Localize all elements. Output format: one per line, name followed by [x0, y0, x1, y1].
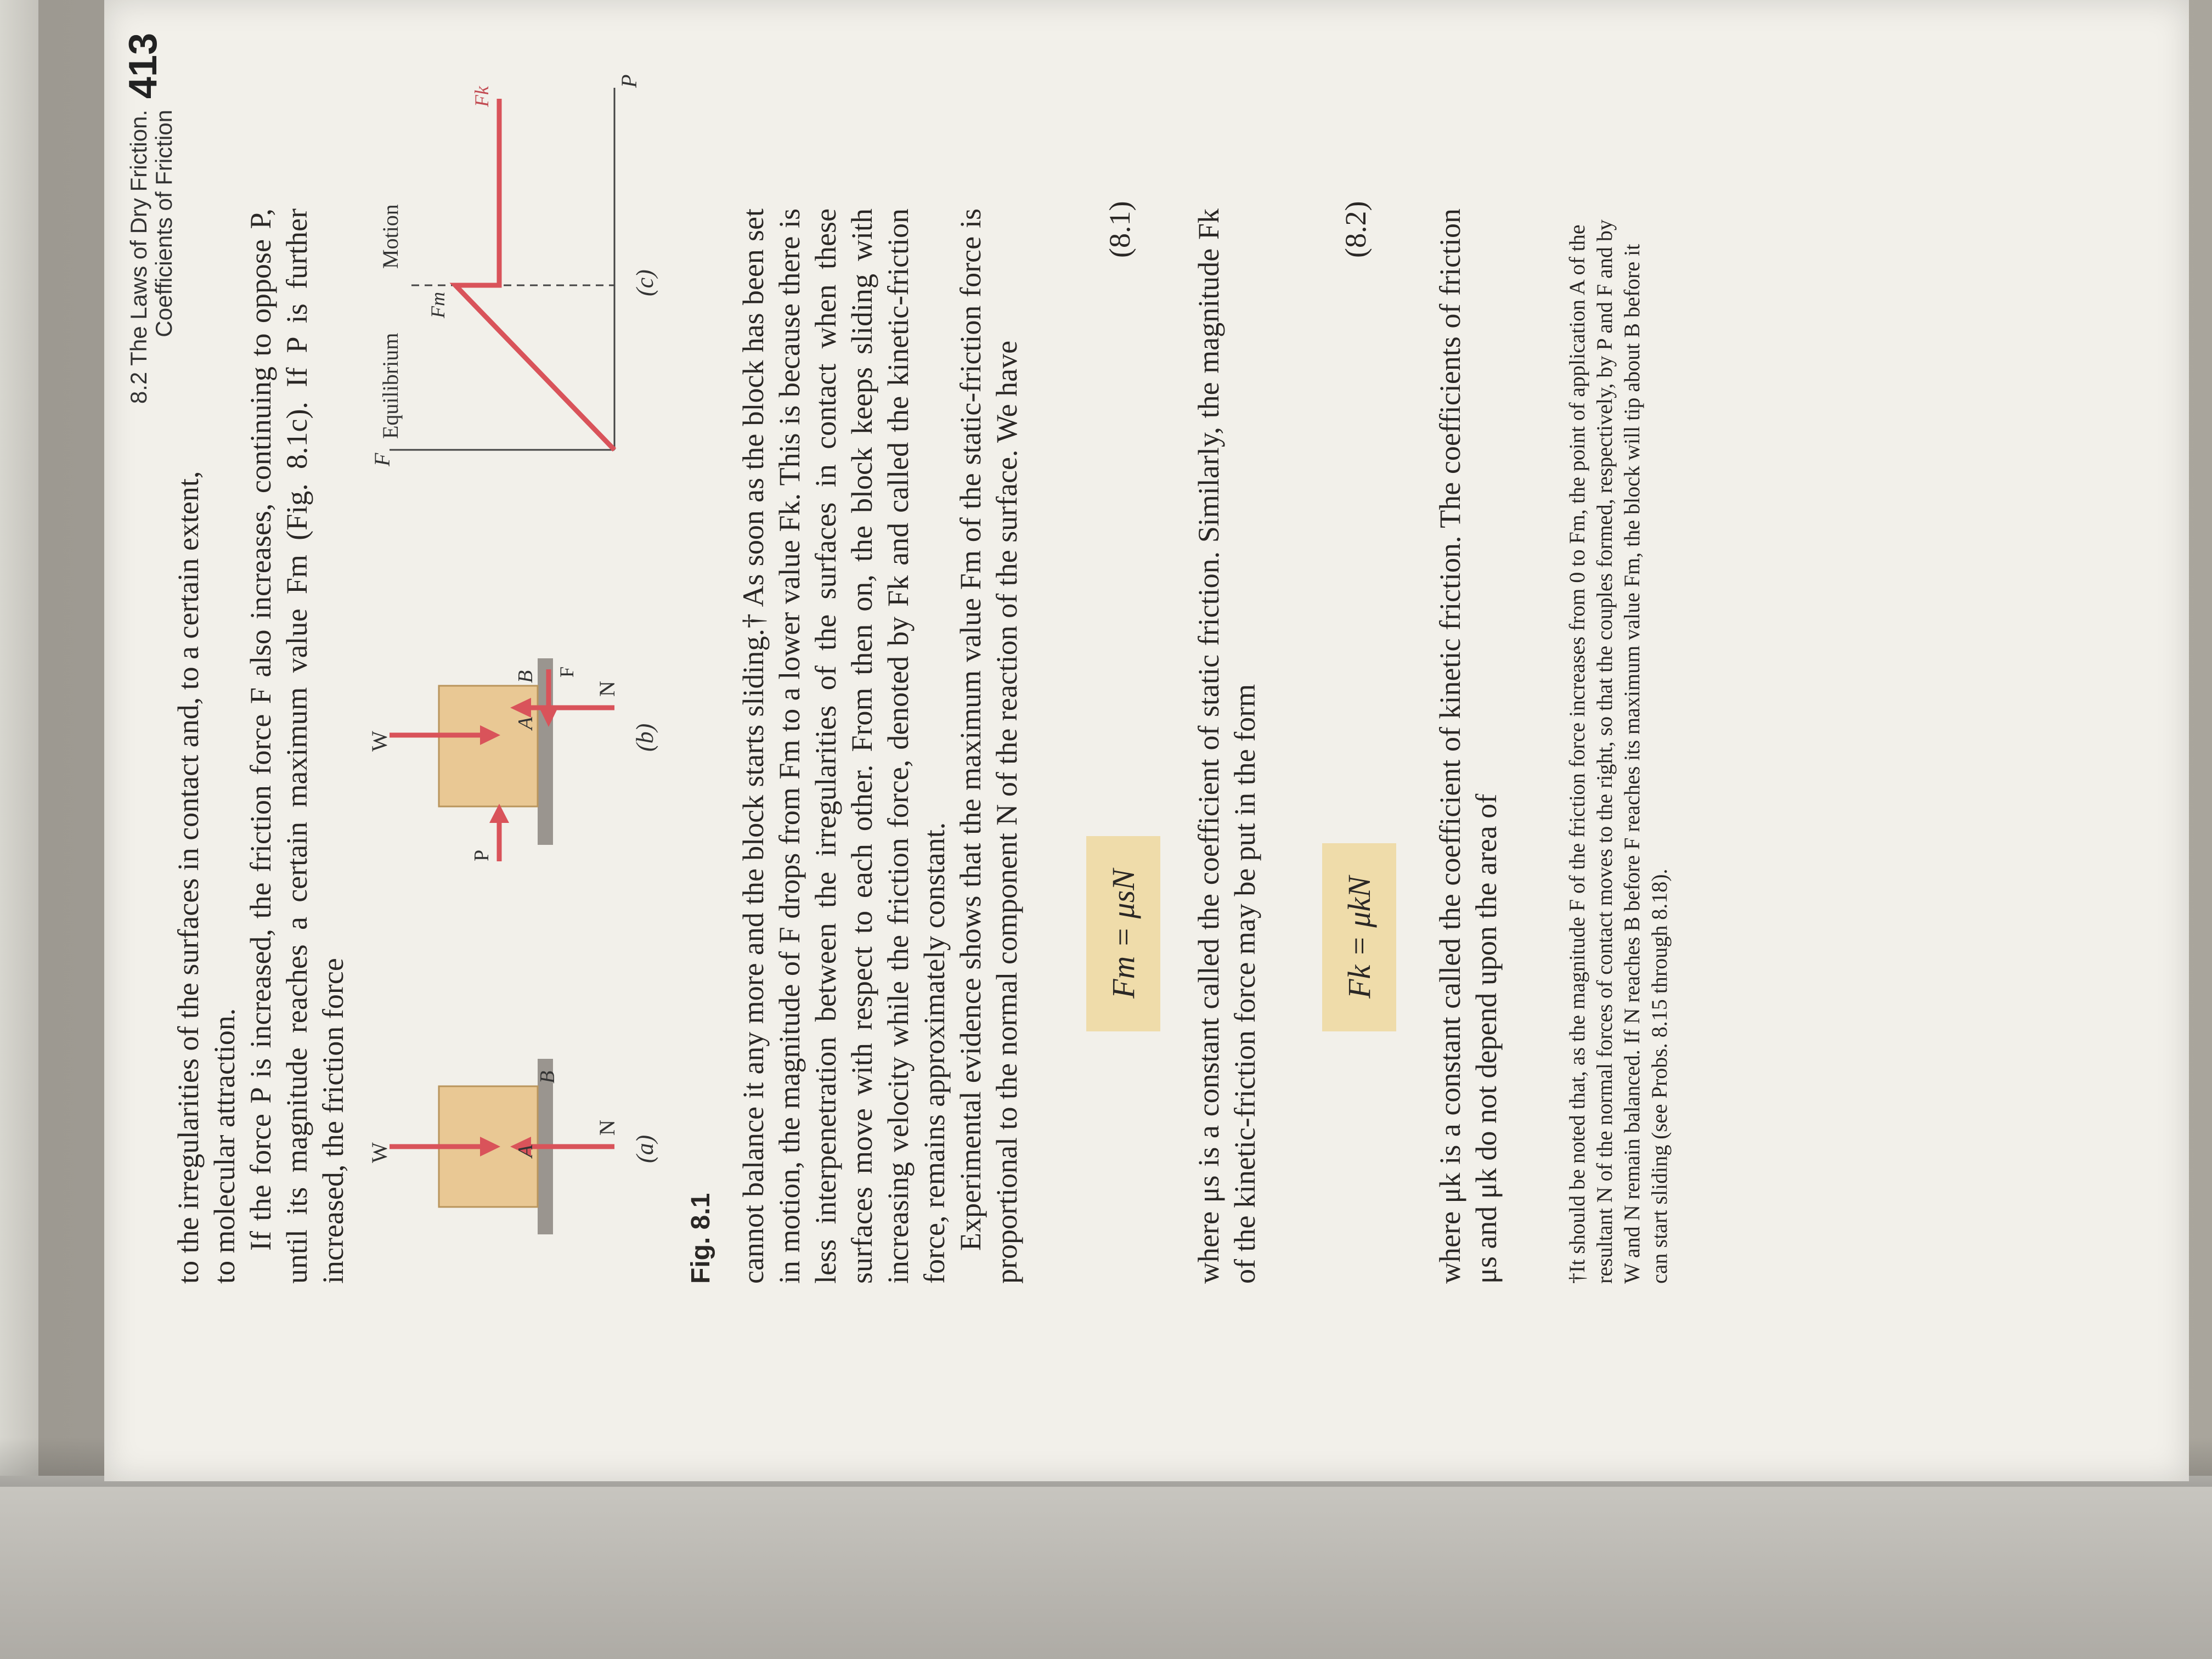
body-text-3 — [1432, 208, 1504, 1284]
footnote: †It should be noted that, as the magnitude F of the friction force increases from 0 to Fm, the point of application A of the resultant N of the normal forces of contact moves to the right, so that the couples formed, respectively, by P and F and by W and N remain balanced. If N reaches B before F reaches its maximum value Fm, the block will tip about B before it can start sliding (see Probs. 8.15 through 8.18). — [1565, 219, 1672, 1284]
label-N-a: N — [595, 1120, 619, 1136]
intro-paragraph: If the force P is increased, the friction force F also increases, continuing to oppose P, until its magnitude reaches a certain maximum value Fm (Fig. 8.1c). If P is further increased, the friction force — [244, 208, 349, 1284]
intro-text — [170, 208, 351, 1284]
figure-a — [367, 1059, 658, 1234]
figure-c-graph — [370, 75, 658, 467]
label-A-a: A — [514, 1144, 537, 1158]
label-N-b: N — [595, 681, 619, 697]
graph-Fk-label: Fk — [471, 86, 493, 107]
body-text-1 — [735, 208, 1025, 1284]
book-page — [104, 0, 2189, 1481]
body-paragraph-6: where μk is a constant called the coefficient of kinetic friction. The coefficients of friction μs and μk do not depend upon the area of — [1434, 208, 1503, 1284]
equation-8-1: Fm = μsN — [1086, 836, 1160, 1031]
caption-a: (a) — [631, 1135, 658, 1163]
label-F-b: F — [556, 666, 578, 678]
body-paragraph-3: cannot balance it any more and the block starts sliding.† As soon as the block has been set in motion, the magnitude of F drops from Fm to a lower value Fk. This is because there is less interpenetration between the irregularities of the surfaces in contact when these surfaces move with respect to each other. From then on, the block keeps sliding with increasing velocity while the friction force, denoted by Fk and called the kinetic-friction force, remains approximately constant. — [737, 208, 951, 1284]
page-content — [104, 0, 2189, 1481]
label-B-a: B — [536, 1070, 559, 1084]
body-paragraph-5: where μs is a constant called the coefficient of static friction. Similarly, the magnitude Fk of the kinetic-friction force may be put in the form — [1192, 208, 1261, 1284]
graph-motion-label: Motion — [378, 204, 403, 269]
body-text-2 — [1190, 208, 1263, 1284]
intro-line1: to the irregularities of the surfaces in contact and, to a certain extent, — [172, 471, 205, 1284]
figure-8-1 — [357, 66, 664, 1328]
caption-c: (c) — [631, 269, 658, 296]
figure-b — [367, 658, 658, 861]
figure-label: Fig. 8.1 — [686, 1193, 715, 1284]
running-header-line2: Coefficients of Friction — [151, 110, 177, 337]
label-W-a: W — [367, 1142, 392, 1163]
equation-8-1-number: (8.1) — [1103, 201, 1136, 258]
label-W-b: W — [367, 731, 392, 752]
running-header — [126, 110, 177, 404]
left-edge-strip — [0, 0, 38, 1659]
equation-8-2: Fk = μkN — [1322, 843, 1396, 1031]
equation-8-2-number: (8.2) — [1339, 201, 1372, 258]
graph-friction-curve — [455, 99, 614, 450]
intro-line2: to molecular attraction. — [208, 1008, 241, 1284]
running-header-line1: 8.2 The Laws of Dry Friction. — [126, 110, 151, 404]
label-B-b: B — [514, 670, 537, 683]
label-A-b: A — [514, 716, 537, 730]
page-number: 413 — [121, 33, 165, 99]
body-paragraph-4: Experimental evidence shows that the maximum value Fm of the static-friction force is proportional to the normal component N of the reaction of the surface. We have — [954, 208, 1023, 1284]
next-page-edge — [0, 1476, 2212, 1659]
graph-equilibrium-label: Equilibrium — [378, 332, 403, 439]
graph-F-label: F — [370, 453, 394, 466]
caption-b: (b) — [631, 723, 658, 752]
graph-Fm-label: Fm — [427, 292, 449, 318]
graph-P-label: P — [617, 74, 641, 88]
label-P-b: P — [470, 849, 493, 861]
